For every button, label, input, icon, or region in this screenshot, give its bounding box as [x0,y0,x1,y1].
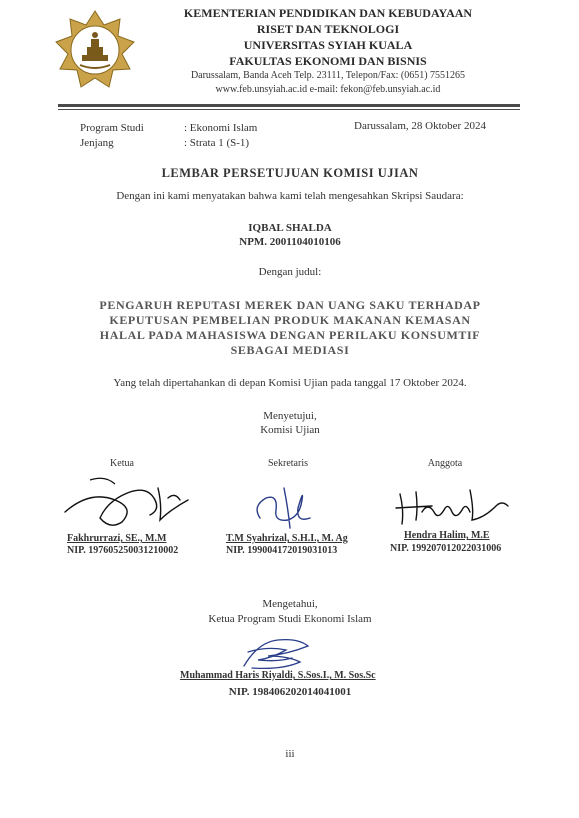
ministry-name: KEMENTERIAN PENDIDIKAN DAN KEBUDAYAAN [183,6,473,20]
place-date: Darussalam, 28 Oktober 2024 [354,120,486,132]
university-logo [54,9,136,91]
signature-member [392,480,512,530]
acknowledge-line-1: Mengetahui, [262,598,318,610]
role-secretary: Sekretaris [268,458,308,469]
role-chair: Ketua [110,458,134,469]
research-title-line-3: HALAL PADA MAHASISWA DENGAN PERILAKU KONSUMTIF [99,328,481,342]
level-label: Jenjang [80,137,114,149]
member-name: Hendra Halim, M.E [404,530,490,541]
ministry-name-2: RISET DAN TEKNOLOGI [256,22,400,36]
research-title-line-1: PENGARUH REPUTASI MEREK DAN UANG SAKU TERHADAP [99,298,481,312]
page-number: iii [285,748,295,760]
research-title-line-4: SEBAGAI MEDIASI [230,343,350,357]
letterhead-rule-thick [58,104,520,107]
chair-name: Fakhrurrazi, SE., M.M [67,533,167,544]
head-nip: NIP. 198406202014041001 [228,686,352,698]
role-member: Anggota [427,458,463,469]
student-npm: NPM. 2001104010106 [239,236,341,248]
defended-statement: Yang telah dipertahankan di depan Komisi Ujian pada tanggal 17 Oktober 2024. [113,377,467,389]
approve-line-2: Komisi Ujian [260,424,320,436]
program-value: : Ekonomi Islam [184,122,258,134]
document-title: LEMBAR PERSETUJUAN KOMISI UJIAN [161,166,419,180]
head-name: Muhammad Haris Riyaldi, S.Sos.I., M. Sos.Sc [180,670,376,681]
signature-secretary [248,478,328,533]
student-name: IQBAL SHALDA [248,222,332,234]
acknowledge-line-2: Ketua Program Studi Ekonomi Islam [208,613,372,625]
web-email: www.feb.unsyiah.ac.id e-mail: fekon@feb.unsyiah.ac.id [215,84,441,95]
statement: Dengan ini kami menyatakan bahwa kami telah mengesahkan Skripsi Saudara: [116,190,464,202]
member-nip: NIP. 199207012022031006 [390,543,502,554]
secretary-name: T.M Syahrizal, S.H.I., M. Ag [226,533,348,544]
chair-nip: NIP. 197605250031210002 [67,545,179,556]
signature-head-of-program [238,632,318,674]
letterhead-rule-thin [58,109,520,110]
research-title-line-2: KEPUTUSAN PEMBELIAN PRODUK MAKANAN KEMASAN [109,313,471,327]
university-name: UNIVERSITAS SYIAH KUALA [243,38,413,52]
signature-chair [60,470,195,535]
approve-line-1: Menyetujui, [263,410,317,422]
faculty-name: FAKULTAS EKONOMI DAN BISNIS [229,54,427,68]
secretary-nip: NIP. 199004172019031013 [226,545,338,556]
address: Darussalam, Banda Aceh Telp. 23111, Telepon/Fax: (0651) 7551265 [190,70,466,81]
program-label: Program Studi [80,122,144,134]
with-title: Dengan judul: [258,266,322,278]
level-value: : Strata 1 (S-1) [184,137,250,149]
